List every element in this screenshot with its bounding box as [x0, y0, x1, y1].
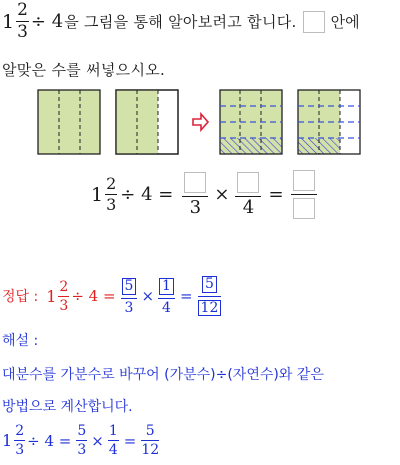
blank-box-icon[interactable]	[184, 172, 206, 193]
question-text: 을 그림을 통해 알아보려고 합니다.	[64, 13, 297, 31]
exp-divide: ÷ 4 =	[27, 431, 72, 450]
exp-fraction-1	[76, 424, 87, 457]
eq-blank-fraction-3	[291, 170, 317, 219]
explanation-label: 해설 :	[2, 333, 39, 349]
answer-fraction-2	[158, 278, 175, 315]
answer-line	[2, 276, 223, 316]
explanation-line-2: 방법으로 계산합니다.	[2, 399, 133, 415]
exp-equals: =	[123, 431, 137, 450]
answer-denominator: 3	[59, 297, 69, 314]
eq-times: ×	[214, 184, 230, 205]
blank-box-icon[interactable]	[237, 172, 259, 193]
answer-box-2: 1	[159, 278, 174, 295]
answer-den-2: 4	[162, 299, 171, 316]
question-divisor: ÷ 4	[30, 11, 64, 32]
eq-blank-fraction-2	[235, 172, 261, 217]
exp-n2: 1	[108, 423, 118, 439]
eq-blank-fraction-1	[182, 172, 208, 217]
answer-box-4: 12	[198, 300, 222, 317]
partial-square-1	[116, 90, 178, 154]
eq-denominator: 3	[106, 195, 117, 214]
exp-numerator: 2	[15, 423, 25, 439]
explanation-equation	[2, 424, 161, 457]
answer-fraction-3	[198, 276, 222, 316]
exp-fraction-3	[141, 424, 159, 457]
arrow-right-icon	[193, 114, 208, 130]
eq-numerator: 2	[106, 174, 117, 193]
whole-square-2	[220, 90, 282, 154]
answer-box-3: 5	[202, 276, 217, 293]
eq-fraction	[105, 176, 117, 213]
answer-equals: =	[179, 287, 193, 306]
partial-square-2	[298, 90, 360, 154]
exp-d3: 12	[141, 442, 160, 458]
answer-divide: ÷ 4 =	[71, 287, 116, 306]
blank-box-icon[interactable]	[293, 170, 315, 191]
eq-den-2: 4	[242, 197, 255, 218]
blank-box-icon[interactable]	[293, 198, 315, 219]
answer-box-1: 5	[122, 278, 137, 295]
question-fraction	[16, 2, 29, 41]
eq-equals: =	[268, 184, 284, 205]
exp-d2: 4	[108, 442, 118, 458]
exp-denominator: 3	[15, 442, 25, 458]
exp-d1: 3	[77, 442, 87, 458]
question-line-1	[2, 2, 360, 41]
question-line-2: 알맞은 수를 써넣으시오.	[2, 61, 166, 79]
exp-fraction	[14, 424, 25, 457]
eq-den-1: 3	[189, 197, 202, 218]
fraction-diagram	[0, 86, 400, 166]
exp-times: ×	[91, 431, 104, 450]
answer-fraction	[58, 280, 69, 313]
exp-n1: 5	[77, 423, 87, 439]
answer-whole: 1	[46, 286, 57, 306]
exp-whole: 1	[2, 431, 13, 450]
blank-box-icon	[303, 11, 325, 33]
whole-square-1	[38, 90, 100, 154]
answer-fraction-1	[121, 278, 138, 315]
question-whole: 1	[2, 10, 15, 33]
question-denominator: 3	[17, 22, 28, 42]
explanation-line-1: 대분수를 가분수로 바꾸어 (가분수)÷(자연수)와 같은	[2, 367, 324, 383]
eq-divide: ÷ 4 =	[120, 184, 174, 205]
eq-whole: 1	[91, 183, 104, 206]
exp-n3: 5	[141, 424, 159, 441]
answer-numerator: 2	[59, 278, 69, 295]
answer-den-1: 3	[124, 299, 134, 316]
answer-label: 정답 :	[2, 289, 39, 306]
answer-times: ×	[141, 287, 155, 306]
equation-with-blanks	[91, 170, 320, 219]
exp-fraction-2	[108, 424, 119, 457]
question-text-after: 안에	[330, 13, 360, 31]
question-numerator: 2	[17, 0, 28, 20]
